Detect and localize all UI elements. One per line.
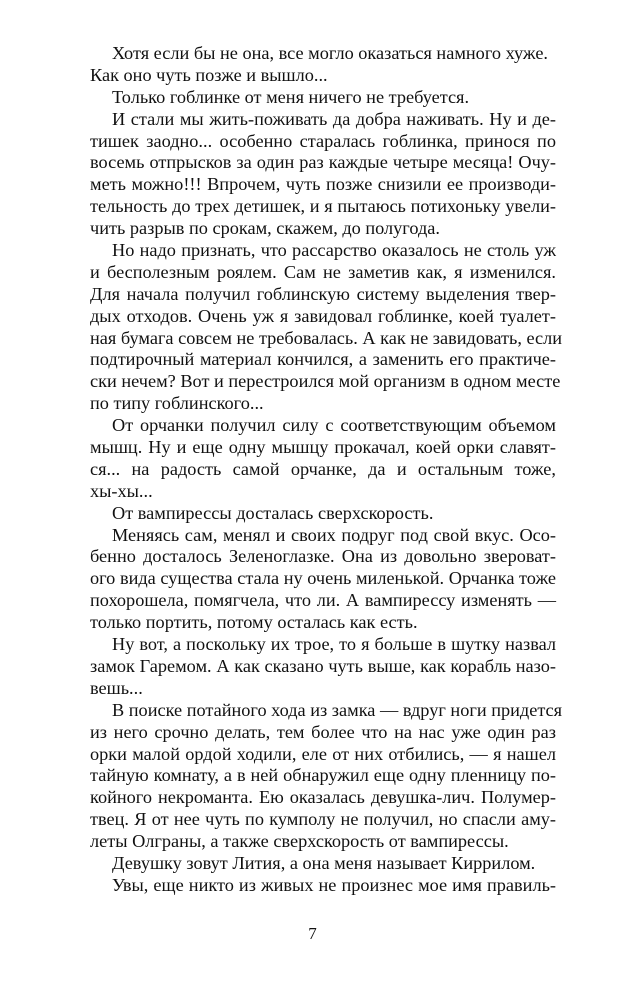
text-line: ся... на радость самой орчанке, да и остальным тоже,: [90, 458, 556, 479]
text-line: ски нечем? Вот и перестроился мой организм в одном месте: [90, 371, 561, 392]
page-number: 7: [308, 924, 317, 943]
text-line: Хотя если бы не она, все могло оказаться намного хуже.: [112, 43, 548, 63]
text-line: вешь...: [90, 677, 143, 698]
text-line: Девушку зовут Лития, а она меня называет Киррилом.: [112, 852, 536, 873]
text-line: бенно досталось Зеленоглазке. Она из довольно звероват-: [90, 546, 556, 567]
text-line: Меняясь сам, менял и своих подруг под свой вкус. Осо-: [112, 524, 556, 545]
text-line: В поиске потайного хода из замка — вдруг ноги придется: [112, 699, 563, 720]
text-line: из него срочно делать, тем более что на нас уже один раз: [90, 721, 556, 742]
text-line: тайную комнату, а в ней обнаружил еще одну пленницу по-: [90, 765, 556, 786]
text-line: Как оно чуть позже и вышло...: [90, 64, 328, 85]
text-line: леты Олграны, а также сверхскорость от вампирессы.: [90, 831, 509, 852]
text-line: Для начала получил гоблинскую систему выделения твер-: [90, 283, 556, 304]
text-line: От орчанки получил силу с соответствующим объемом: [112, 415, 556, 436]
text-line: по типу гоблинского...: [90, 393, 264, 414]
text-line: И стали мы жить-поживать да добра наживать. Ну и де-: [112, 108, 556, 129]
text-line: чить разрыв по срокам, скажем, до полугода.: [90, 218, 440, 239]
text-line: хы-хы...: [90, 480, 153, 501]
text-line: восемь отпрысков за один раз каждые четыре месяца! Очу-: [90, 152, 556, 173]
text-line: похорошела, помягчела, что ли. А вампирессу изменять —: [90, 590, 556, 611]
text-line: дых отходов. Очень уж я завидовал гоблинке, коей туалет-: [90, 305, 556, 326]
page-text: [90, 43, 563, 897]
text-line: подтирочный материал кончился, а заменить его практиче-: [90, 349, 556, 370]
text-line: Но надо признать, что рассарство оказалось не столь уж: [112, 240, 556, 261]
text-line: койного некроманта. Ею оказалась девушка-лич. Полумер-: [90, 787, 556, 808]
text-line: тельность до трех детишек, и я пытаюсь потихоньку увели-: [90, 196, 556, 217]
text-line: мышц. Ну и еще одну мышцу прокачал, коей орки славят-: [90, 437, 556, 458]
text-line: От вампирессы досталась сверхскорость.: [112, 502, 434, 523]
text-line: орки малой ордой ходили, еле от них отбились, — я нашел: [90, 743, 556, 764]
text-line: Увы, еще никто из живых не произнес мое имя правиль-: [112, 874, 556, 895]
text-line: Только гоблинке от меня ничего не требуется.: [112, 86, 470, 107]
text-line: замок Гаремом. А как сказано чуть выше, как корабль назо-: [90, 655, 556, 676]
text-line: Ну вот, а поскольку их трое, то я больше в шутку назвал: [112, 634, 556, 655]
text-line: твец. Я от нее чуть по кумполу не получил, но спасли аму-: [90, 809, 556, 830]
text-line: ная бумага совсем не требовалась. А как не завидовать, если: [90, 327, 563, 348]
text-line: ого вида существа стала ну очень миленькой. Орчанка тоже: [90, 568, 556, 589]
text-line: тишек заодно... особенно старалась гоблинка, принося по: [90, 130, 556, 151]
text-line: меть можно!!! Впрочем, чуть позже снизили ее производи-: [90, 174, 556, 195]
text-line: и бесполезным роялем. Сам не заметив как, я изменился.: [90, 261, 556, 282]
text-line: только портить, потому осталась как есть.: [90, 612, 418, 633]
